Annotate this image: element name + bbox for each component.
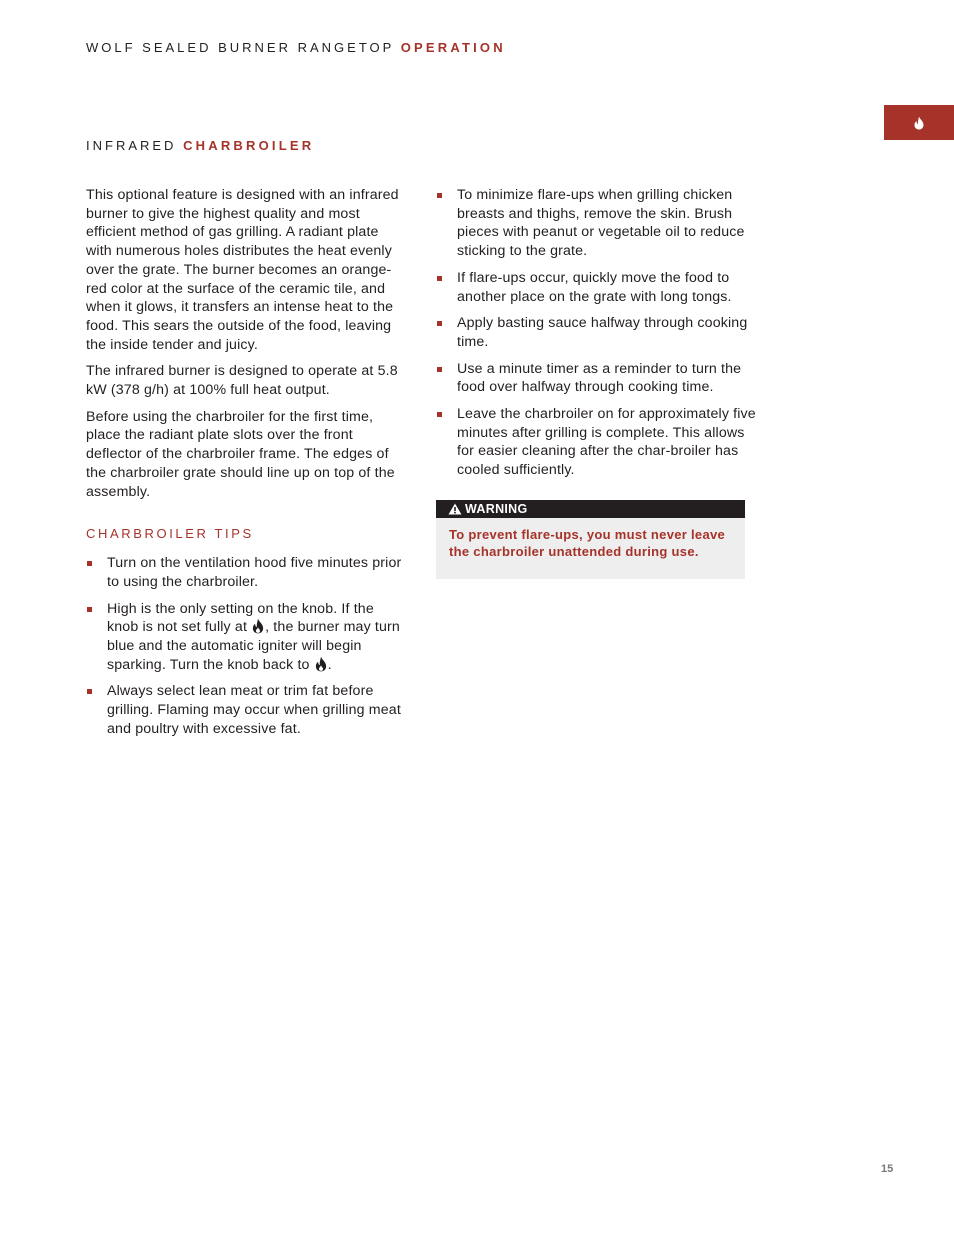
tips-list-left (86, 554, 406, 738)
tips-title: CHARBROILER TIPS (86, 526, 254, 542)
flame-icon (251, 618, 265, 634)
section-title-prefix: INFRARED (86, 138, 177, 153)
left-column (86, 186, 406, 747)
section-title-main: CHARBROILER (183, 138, 315, 153)
list-item: To minimize flare-ups when grilling chicken breasts and thighs, remove the skin. Brush pieces with peanut or vegetable oil to reduce sticking to the grate. (436, 186, 756, 261)
bullet-square-icon (437, 276, 442, 281)
bullet-square-icon (437, 321, 442, 326)
right-column (436, 186, 756, 579)
list-item: Always select lean meat or trim fat before grilling. Flaming may occur when grilling meat and poultry with excessive fat. (86, 682, 406, 738)
list-item: Apply basting sauce halfway through cooking time. (436, 314, 756, 351)
header-section: OPERATION (400, 40, 506, 55)
bullet-square-icon (87, 561, 92, 566)
bullet-square-icon (437, 412, 442, 417)
running-header (86, 40, 506, 55)
intro-paragraph: This optional feature is designed with an infrared burner to give the highest quality and most efficient method of gas grilling. A radiant plate with numerous holes distributes the heat evenly over the grate. The burner becomes an orange-red color at the surface of the ceramic tile, and when it glows, it transfers an intense heat to the food. This sears the outside of the food, leaving the inside tender and juicy. (86, 187, 399, 353)
output-paragraph: The infrared burner is designed to operate at 5.8 kW (378 g/h) at 100% full heat output. (86, 363, 398, 399)
section-tab (884, 105, 954, 140)
warning-box (436, 500, 745, 579)
flame-icon (314, 656, 328, 672)
tips-list-right (436, 186, 756, 480)
section-title (86, 138, 314, 153)
warning-message: To prevent flare-ups, you must never leave the charbroiler unattended during use. (449, 526, 726, 559)
page-number: 15 (881, 1163, 894, 1175)
header-title: WOLF SEALED BURNER RANGETOP (86, 40, 395, 55)
list-item: If flare-ups occur, quickly move the food to another place on the grate with long tongs. (436, 269, 756, 306)
list-item: Use a minute timer as a reminder to turn the food over halfway through cooking time. (436, 360, 756, 397)
bullet-square-icon (437, 193, 442, 198)
bullet-square-icon (87, 689, 92, 694)
setup-paragraph: Before using the charbroiler for the first time, place the radiant plate slots over the front deflector of the charbroiler frame. The edges of the charbroiler grate should line up on top of the assembly. (86, 408, 395, 500)
warning-triangle-icon (448, 503, 462, 515)
list-item: Leave the charbroiler on for approximately five minutes after grilling is complete. This allows for easier cleaning after the char-broiler has cooled sufficiently. (436, 405, 756, 480)
bullet-square-icon (87, 607, 92, 612)
flame-icon (913, 116, 925, 130)
warning-header (436, 500, 745, 518)
list-item: Turn on the ventilation hood five minutes prior to using the charbroiler. (86, 554, 406, 591)
warning-label: WARNING (465, 501, 528, 516)
bullet-square-icon (437, 367, 442, 372)
list-item: High is the only setting on the knob. If the knob is not set fully at , the burner may turn blue and the automatic igniter will begin sparking. Turn the knob back to . (86, 600, 406, 675)
